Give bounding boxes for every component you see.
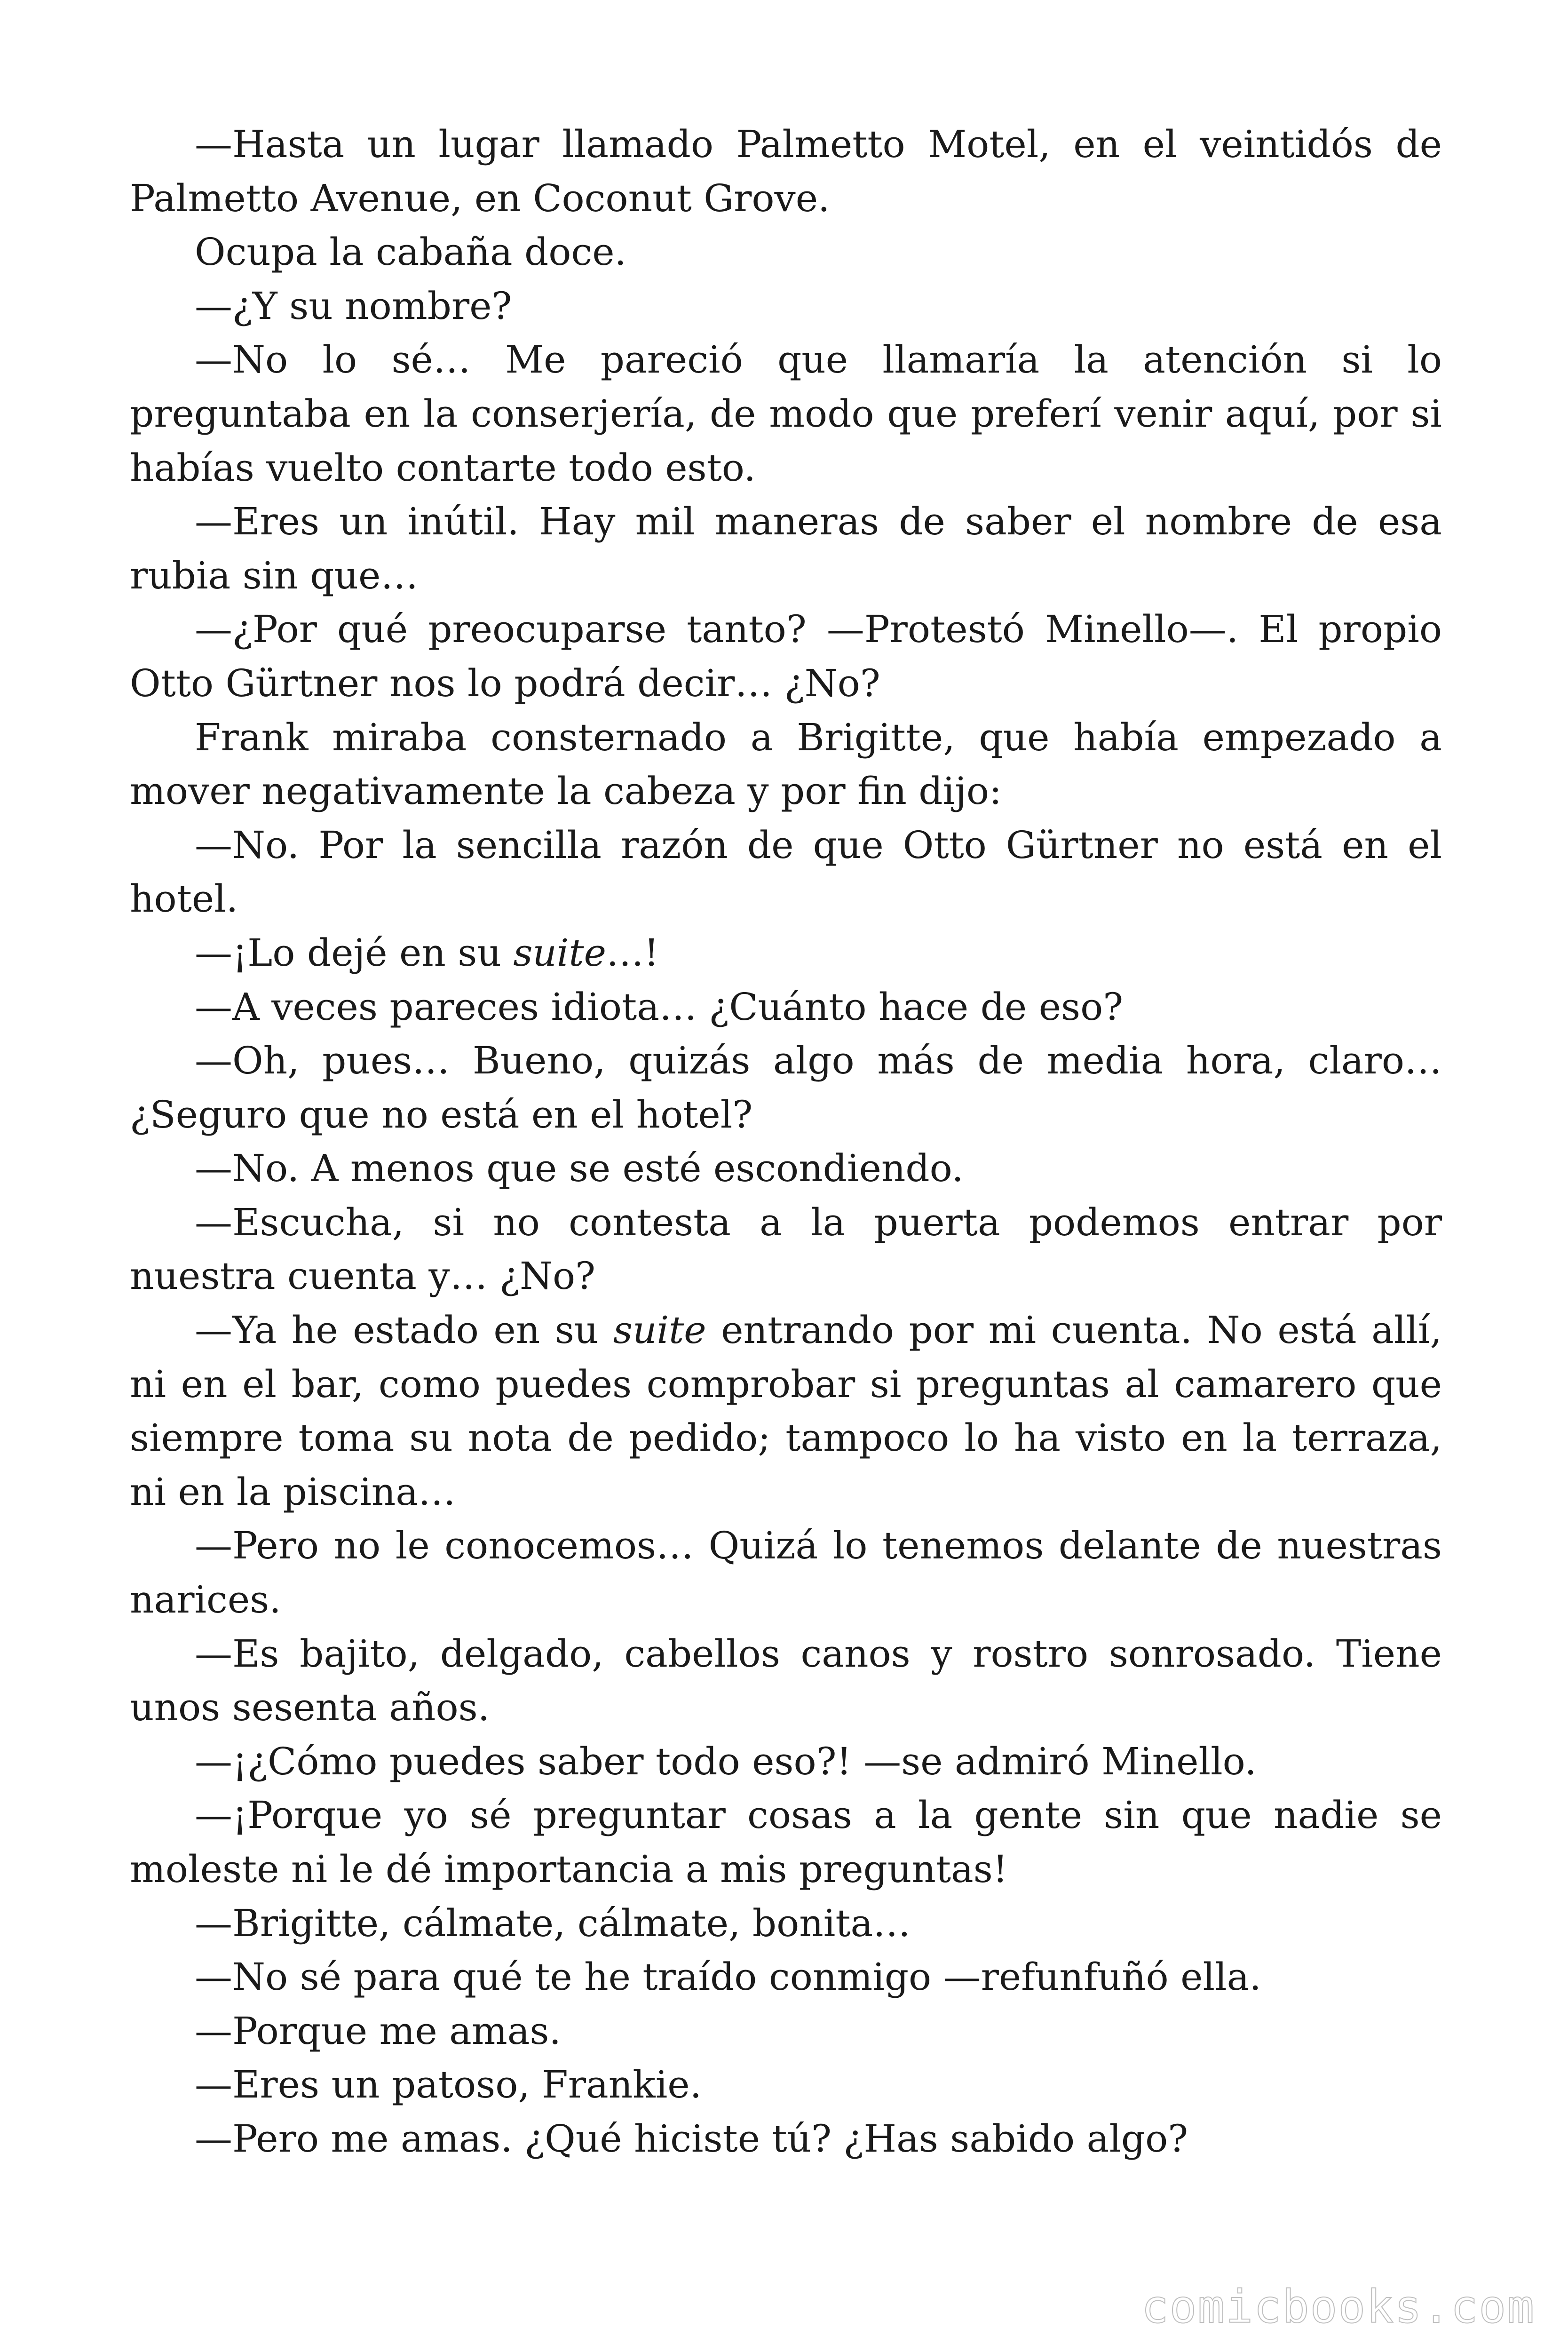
paragraph-text: …! bbox=[606, 930, 659, 975]
paragraph: —¡¿Cómo puedes saber todo eso?! —se admiró Minello. bbox=[195, 1739, 1257, 1783]
paragraph: Frank miraba consternado a Brigitte, que había empezado a mover negativamente la cabeza y por fin dijo: bbox=[130, 715, 1442, 813]
paragraph bbox=[130, 1303, 1442, 1519]
italic-word: suite bbox=[513, 930, 606, 975]
paragraph: —A veces pareces idiota… ¿Cuánto hace de eso? bbox=[195, 985, 1124, 1029]
paragraph: —Pero no le conocemos… Quizá lo tenemos delante de nuestras narices. bbox=[130, 1524, 1442, 1622]
paragraph: —Pero me amas. ¿Qué hiciste tú? ¿Has sabido algo? bbox=[195, 2116, 1188, 2161]
paragraph-text: entrando por mi cuenta. No está allí, ni en el bar, como puedes comprobar si preguntas al camarero que siempre toma su nota de pedido; tampoco lo ha visto en la terraza, ni en la piscina… bbox=[130, 1308, 1442, 1514]
paragraph: —No. A menos que se esté escondiendo. bbox=[195, 1146, 964, 1191]
paragraph: —¿Por qué preocuparse tanto? —Protestó Minello—. El propio Otto Gürtner nos lo podrá decir… ¿No? bbox=[130, 607, 1442, 705]
paragraph: —¿Y su nombre? bbox=[195, 284, 512, 328]
paragraph: —Oh, pues… Bueno, quizás algo más de media hora, claro… ¿Seguro que no está en el hotel? bbox=[130, 1039, 1442, 1136]
paragraph bbox=[130, 926, 1442, 980]
paragraph: —Eres un patoso, Frankie. bbox=[195, 2063, 702, 2107]
paragraph-text: —Ya he estado en su bbox=[195, 1308, 613, 1352]
paragraph-text: —¡Lo dejé en su bbox=[195, 930, 514, 975]
italic-word: suite bbox=[613, 1308, 706, 1352]
paragraph: —Hasta un lugar llamado Palmetto Motel, en el veintidós de Palmetto Avenue, en Coconut Grove. bbox=[130, 122, 1442, 220]
paragraph: —Escucha, si no contesta a la puerta podemos entrar por nuestra cuenta y… ¿No? bbox=[130, 1200, 1442, 1298]
paragraph: —No lo sé… Me pareció que llamaría la atención si lo preguntaba en la conserjería, de modo que preferí venir aquí, por si habías vuelto contarte todo esto. bbox=[130, 338, 1442, 490]
paragraph: —¡Porque yo sé preguntar cosas a la gente sin que nadie se moleste ni le dé importancia a mis preguntas! bbox=[130, 1793, 1442, 1891]
body-text bbox=[130, 118, 1442, 2166]
paragraph: —Eres un inútil. Hay mil maneras de saber el nombre de esa rubia sin que… bbox=[130, 500, 1442, 597]
paragraph: —Es bajito, delgado, cabellos canos y rostro sonrosado. Tiene unos sesenta años. bbox=[130, 1631, 1442, 1730]
paragraph: —Brigitte, cálmate, cálmate, bonita… bbox=[195, 1901, 911, 1945]
paragraph: —No. Por la sencilla razón de que Otto Gürtner no está en el hotel. bbox=[130, 823, 1442, 921]
paragraph: —No sé para qué te he traído conmigo —refunfuñó ella. bbox=[195, 1955, 1261, 1999]
paragraph: Ocupa la cabaña doce. bbox=[195, 230, 626, 274]
paragraph: —Porque me amas. bbox=[195, 2009, 561, 2053]
watermark-logo: comicbooks.com bbox=[1141, 2280, 1535, 2333]
